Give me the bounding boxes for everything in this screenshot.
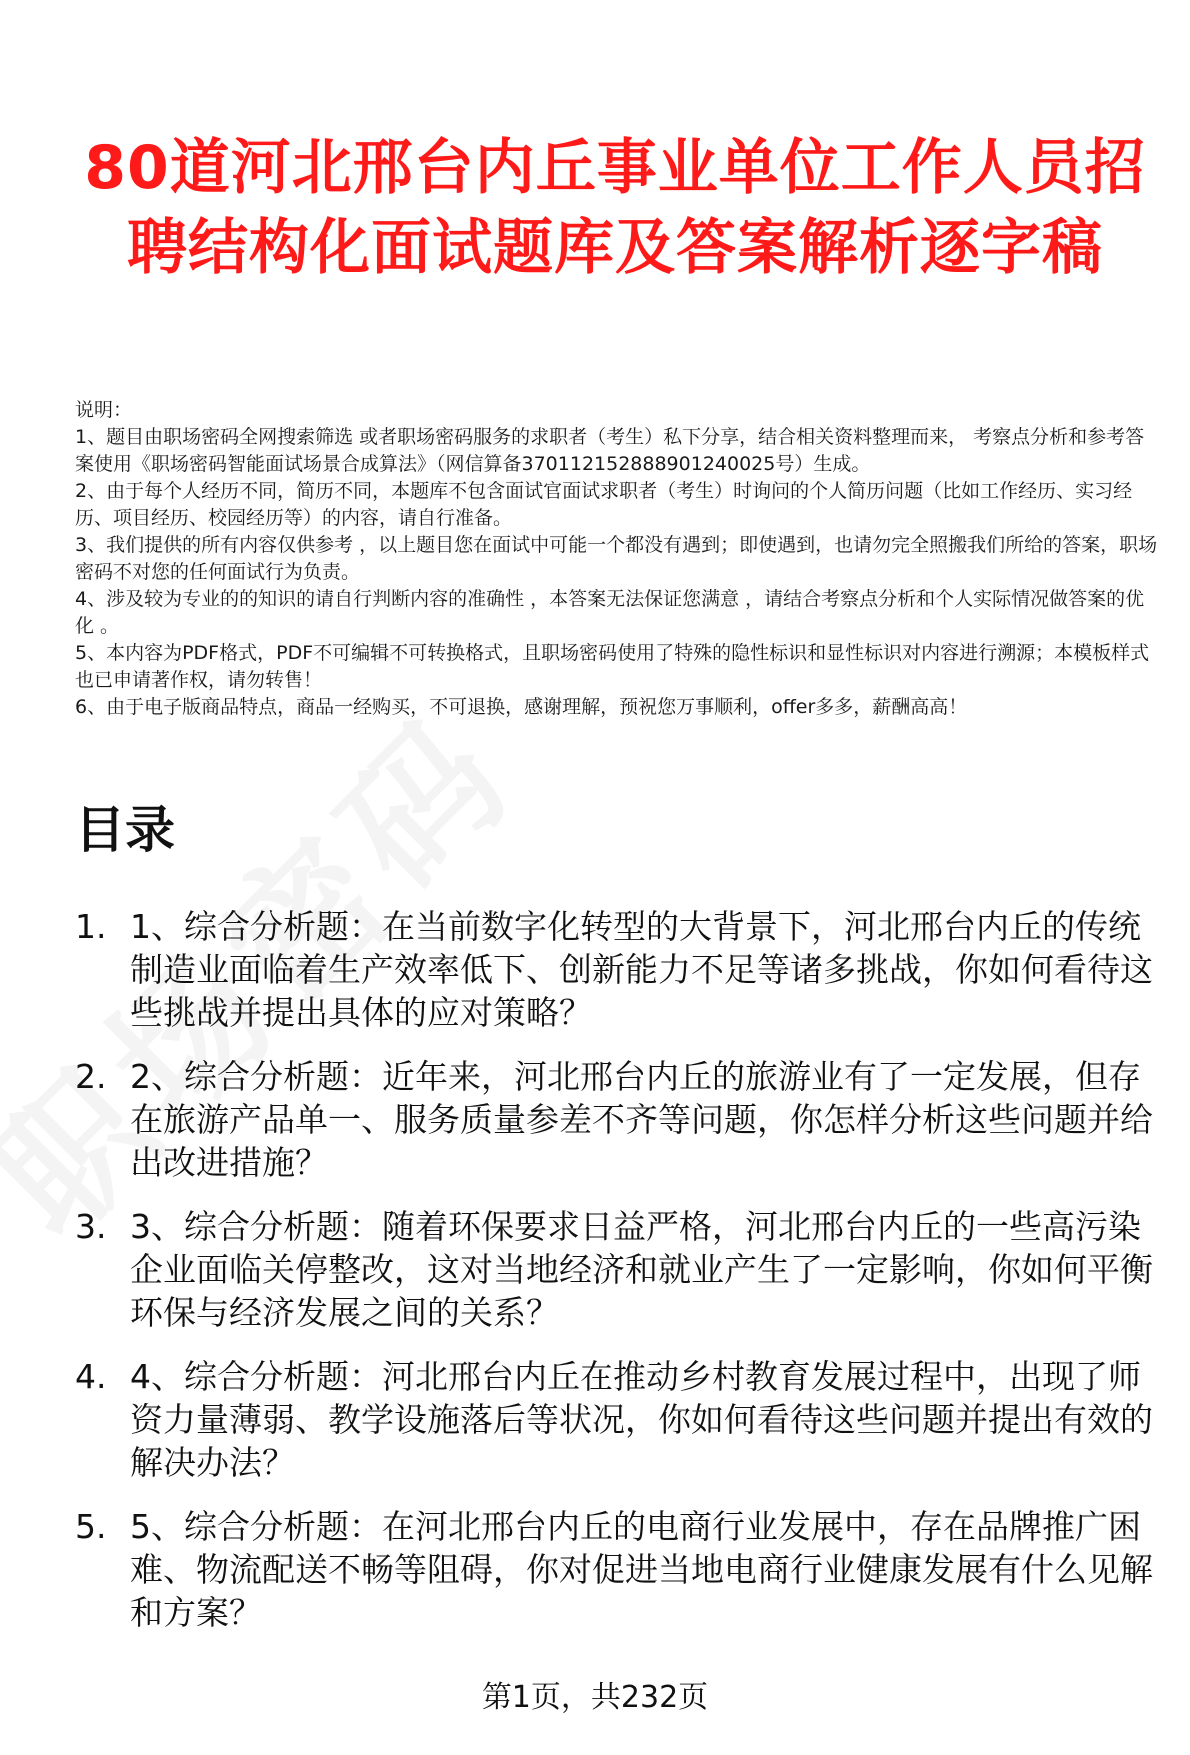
toc-item-number: 2. [75, 1057, 107, 1096]
note-item: 1、题目由职场密码全网搜索筛选 或者职场密码服务的求职者（考生）私下分享，结合相关资料整理而来， 考察点分析和参考答案使用《职场密码智能面试场景合成算法》（网信算备370112152888901240025号）生成。 [75, 426, 1145, 475]
note-item: 5、本内容为PDF格式，PDF不可编辑不可转换格式，且职场密码使用了特殊的隐性标识和显性标识对内容进行溯源；本模板样式也已申请著作权，请勿转售！ [75, 642, 1150, 691]
toc-item-number: 1. [75, 907, 107, 946]
toc-item-text: 5、综合分析题：在河北邢台内丘的电商行业发展中，存在品牌推广困难、物流配送不畅等阻碍，你对促进当地电商行业健康发展有什么见解和方案？ [130, 1507, 1153, 1632]
notes-heading: 说明： [75, 399, 133, 421]
toc-item[interactable] [75, 1355, 1165, 1484]
note-item: 4、涉及较为专业的的知识的请自行判断内容的准确性 ，本答案无法保证您满意 ，请结合考察点分析和个人实际情况做答案的优化 。 [75, 588, 1145, 637]
document-title: 80道河北邢台内丘事业单位工作人员招聘结构化面试题库及答案解析逐字稿 [84, 133, 1146, 283]
toc-item[interactable] [75, 1055, 1165, 1184]
note-item: 6、由于电子版商品特点，商品一经购买，不可退换，感谢理解，预祝您万事顺利，offer多多，薪酬高高！ [75, 696, 968, 718]
toc-list [75, 905, 1165, 1655]
toc-heading: 目录 [75, 801, 175, 859]
toc-item-text: 4、综合分析题：河北邢台内丘在推动乡村教育发展过程中，出现了师资力量薄弱、教学设施落后等状况，你如何看待这些问题并提出有效的解决办法？ [130, 1357, 1153, 1482]
note-item: 3、我们提供的所有内容仅供参考 ，以上题目您在面试中可能一个都没有遇到；即使遇到，也请勿完全照搬我们所给的答案，职场密码不对您的任何面试行为负责。 [75, 534, 1158, 583]
toc-item-text: 3、综合分析题：随着环保要求日益严格，河北邢台内丘的一些高污染企业面临关停整改，这对当地经济和就业产生了一定影响，你如何平衡环保与经济发展之间的关系？ [130, 1207, 1153, 1332]
toc-item[interactable] [75, 1505, 1165, 1634]
toc-item-number: 3. [75, 1207, 107, 1246]
toc-item-text: 2、综合分析题：近年来，河北邢台内丘的旅游业有了一定发展，但存在旅游产品单一、服务质量参差不齐等问题，你怎样分析这些问题并给出改进措施？ [130, 1057, 1153, 1182]
toc-item[interactable] [75, 905, 1165, 1034]
notes-section [75, 397, 1160, 721]
toc-item[interactable] [75, 1205, 1165, 1334]
page-footer: 第1页，共232页 [481, 1680, 709, 1715]
toc-item-number: 4. [75, 1357, 107, 1396]
note-item: 2、由于每个人经历不同，简历不同，本题库不包含面试官面试求职者（考生）时询问的个人简历问题（比如工作经历、实习经历、项目经历、校园经历等）的内容，请自行准备。 [75, 480, 1133, 529]
toc-item-text: 1、综合分析题：在当前数字化转型的大背景下，河北邢台内丘的传统制造业面临着生产效率低下、创新能力不足等诸多挑战，你如何看待这些挑战并提出具体的应对策略？ [130, 907, 1153, 1032]
toc-item-number: 5. [75, 1507, 107, 1546]
